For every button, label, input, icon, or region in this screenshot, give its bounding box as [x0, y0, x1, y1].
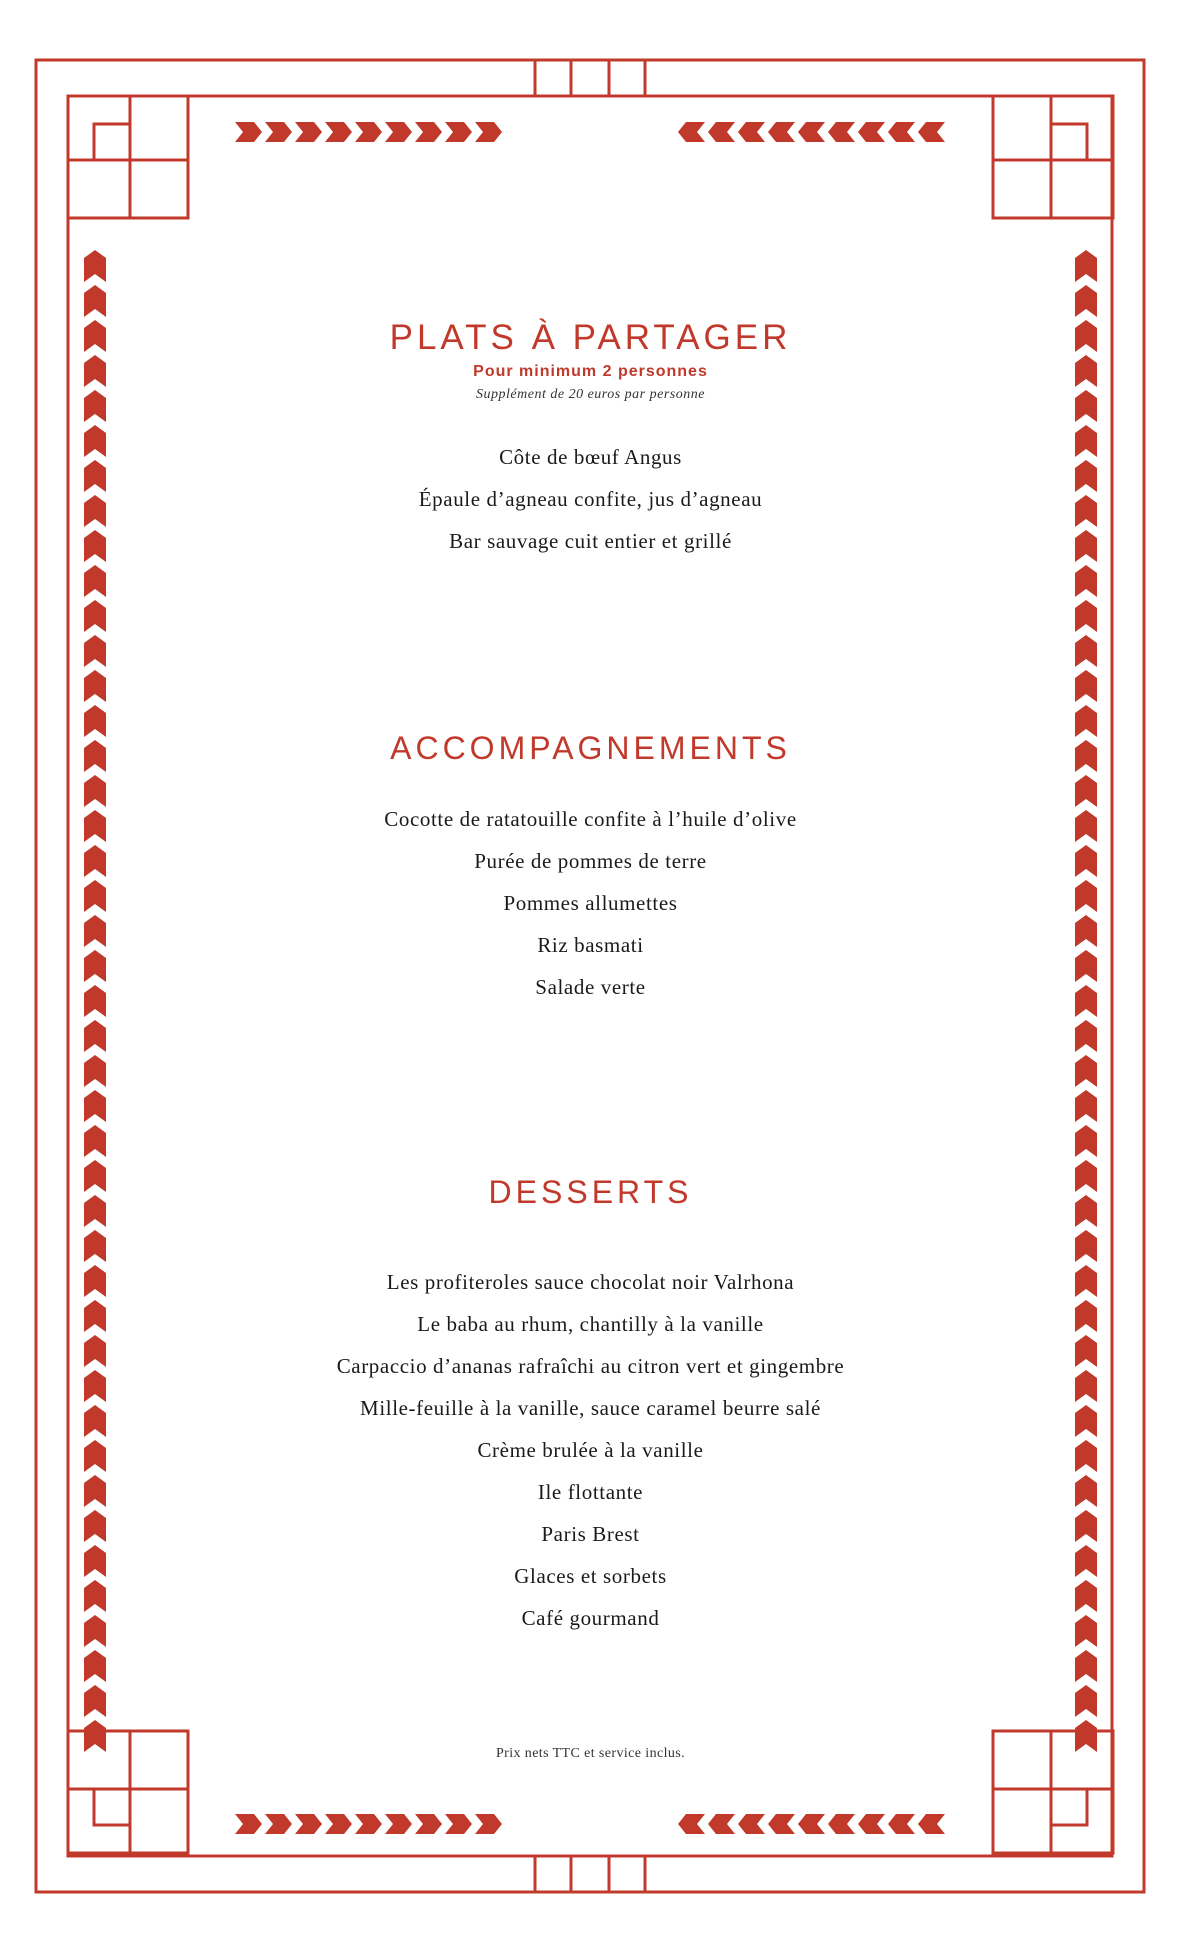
list-plats [0, 443, 1181, 569]
list-item: Carpaccio d’ananas rafraîchi au citron vert et gingembre [336, 1354, 845, 1378]
list-item: Pommes allumettes [503, 891, 678, 915]
footer-note: Prix nets TTC et service inclus. [495, 1746, 686, 1761]
list-item: Riz basmati [537, 933, 644, 957]
list-item: Crème brulée à la vanille [477, 1438, 704, 1462]
list-item: Cocotte de ratatouille confite à l’huile d’olive [384, 807, 797, 831]
list-item: Café gourmand [521, 1606, 660, 1630]
list-item: Les profiteroles sauce chocolat noir Valrhona [386, 1270, 795, 1294]
section-title-accompagnements: ACCOMPAGNEMENTS [390, 730, 791, 766]
list-item: Ile flottante [537, 1480, 644, 1504]
list-desserts [0, 1268, 1181, 1646]
section-note-plats: Supplément de 20 euros par personne [476, 387, 705, 402]
section-title-plats: PLATS À PARTAGER [389, 318, 792, 357]
list-accompagnements [0, 805, 1181, 1015]
list-item: Paris Brest [541, 1522, 640, 1546]
list-item: Bar sauvage cuit entier et grillé [449, 529, 732, 553]
list-item: Épaule d’agneau confite, jus d’agneau [418, 487, 763, 511]
list-item: Côte de bœuf Angus [499, 445, 682, 469]
list-item: Mille-feuille à la vanille, sauce caramel beurre salé [360, 1396, 821, 1420]
list-item: Salade verte [535, 975, 646, 999]
section-subtitle-plats: Pour minimum 2 personnes [473, 363, 708, 380]
list-item: Purée de pommes de terre [474, 849, 707, 873]
list-item: Glaces et sorbets [514, 1564, 667, 1588]
list-item: Le baba au rhum, chantilly à la vanille [417, 1312, 764, 1336]
section-title-desserts: DESSERTS [488, 1174, 693, 1210]
